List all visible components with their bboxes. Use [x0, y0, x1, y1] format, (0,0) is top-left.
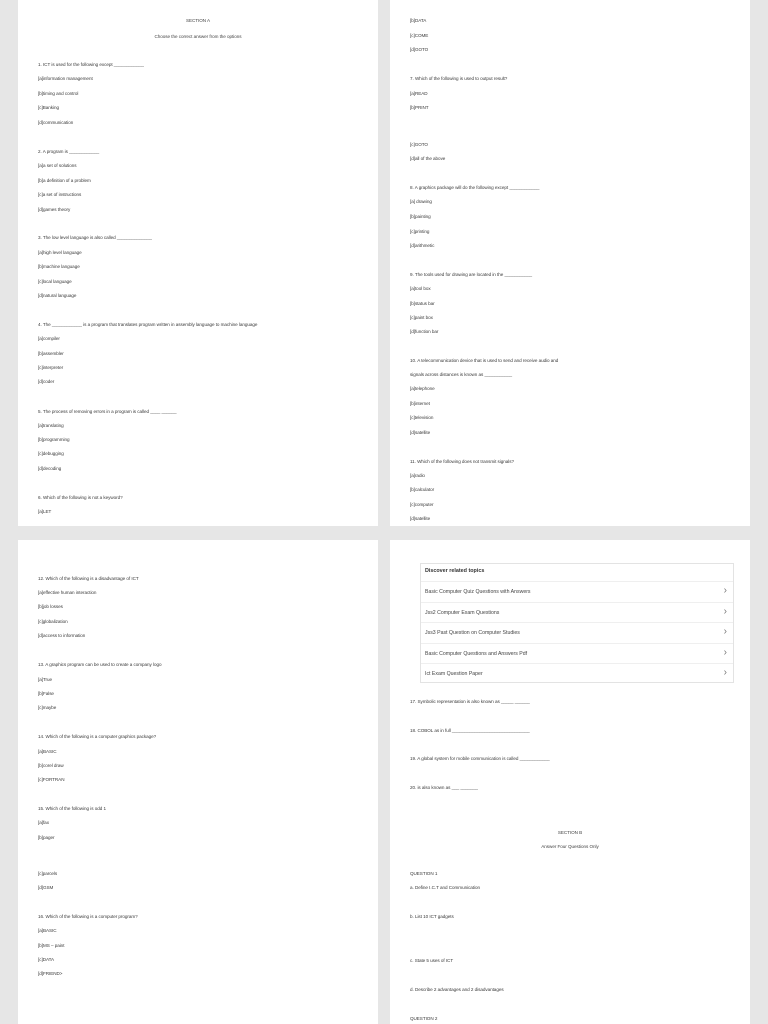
related-topics-title: Discover related topics — [425, 568, 485, 574]
related-topic-link[interactable] — [421, 643, 733, 663]
related-topic-link[interactable] — [421, 622, 733, 642]
document-text-line: [b]a definition of a problem — [38, 178, 91, 183]
document-text-line: [d]FRIEND> — [38, 971, 63, 976]
document-text-line: [d]games theory — [38, 207, 71, 212]
document-text-line: [d]satellite — [410, 516, 431, 521]
document-text-line: a. Define I.C.T and Communication — [410, 885, 481, 890]
document-text-line: [a]LET — [38, 509, 52, 514]
document-text-line: [c]DATA — [38, 957, 55, 962]
document-page-1 — [18, 0, 378, 526]
document-text-line: 14. Which of the following is a computer graphics package? — [38, 734, 157, 739]
document-text-line: [c]computer — [410, 502, 434, 507]
document-text-line: [a]high level language — [38, 250, 82, 255]
chevron-right-icon: › — [723, 585, 727, 596]
document-text-line: [c]printing — [410, 229, 430, 234]
related-topic-label: Basic Computer Questions and Answers Pdf — [425, 650, 528, 657]
document-page-2 — [390, 0, 750, 526]
document-text-line: [c]interpreter — [38, 365, 64, 370]
document-text-line: 15. Which of the following is odd 1 — [38, 806, 106, 811]
document-text-line: 9. The tools used for drawing are located in the ___________ — [410, 272, 533, 277]
section-b-heading: SECTION B — [557, 830, 583, 835]
document-text-line: [b]painting — [410, 214, 431, 219]
document-text-line: [d]access to information — [38, 633, 86, 638]
related-topic-label: Jss2 Computer Exam Questions — [425, 609, 500, 616]
related-topic-label: Basic Computer Quiz Questions with Answers — [425, 589, 531, 595]
document-text-line: 7. Which of the following is used to output result? — [410, 76, 508, 81]
document-text-line: 19. A global system for mobile communication is called ____________ — [410, 756, 550, 761]
document-text-line: [a]tool box — [410, 286, 431, 291]
document-text-line: [b]status bar — [410, 301, 435, 306]
document-text-line: [b]MS – paint — [38, 943, 65, 948]
document-text-line: c. State 5 uses of ICT — [410, 958, 454, 963]
document-text-line: [a]information management — [38, 76, 93, 81]
document-text-line: [c]local language — [38, 279, 72, 284]
document-text-line: [b]programming — [38, 437, 70, 442]
document-text-line: [d]GSM — [38, 885, 54, 890]
document-text-line: [a]effective human interaction — [38, 590, 97, 595]
document-text-line: 1. ICT is used for the following except ____________ — [38, 62, 144, 67]
document-text-line: [b]DATA — [410, 18, 427, 23]
document-text-line: [b]timing and control — [38, 91, 79, 96]
document-text-line: [c]Banking — [38, 105, 59, 110]
related-topic-link[interactable] — [421, 663, 733, 683]
document-text-line: [d]communication — [38, 120, 74, 125]
document-text-line: [c]FORTRAN — [38, 777, 65, 782]
document-text-line: [b]PRINT — [410, 105, 429, 110]
document-text-line: 10. A telecommunication device that is used to send and receive audio and — [410, 358, 559, 363]
document-text-line: [a]BASIC — [38, 749, 57, 754]
document-text-line: 16. Which of the following is a computer program? — [38, 914, 138, 919]
document-text-line: [d]satellite — [410, 430, 431, 435]
related-topic-link[interactable] — [421, 581, 733, 601]
document-text-line: [d]function bar — [410, 329, 439, 334]
related-topics-panel — [420, 563, 734, 683]
document-text-line: 8. A graphics package will do the following except ____________ — [410, 185, 540, 190]
document-text-line: 2. A program is ____________ — [38, 149, 100, 154]
related-topic-label: Ict Exam Question Paper — [425, 671, 483, 677]
document-text-line: [a]True — [38, 677, 53, 682]
document-text-line: b. List 10 ICT gadgets — [410, 914, 454, 919]
document-text-line: [c]maybe — [38, 705, 57, 710]
document-text-line: [d]decoding — [38, 466, 62, 471]
document-text-line: d. Describe 2 advantages and 2 disadvantages — [410, 987, 504, 992]
document-text-line: 3. The low level language is also called ______________ — [38, 235, 152, 240]
document-text-line: 4. The ____________ is a program that translates program written in assembly language to machine language — [38, 322, 258, 327]
document-text-line: 18. COBOL as in full _______________________________ — [410, 728, 530, 733]
document-text-line: signals across distances is known as ___________ — [410, 372, 513, 377]
document-text-line: 11. Which of the following does not transmit signals? — [410, 459, 514, 464]
document-text-line: [c]globalization — [38, 619, 68, 624]
document-text-line: [c]parcels — [38, 871, 58, 876]
document-page-3 — [18, 540, 378, 1024]
document-text-line: [a]compiler — [38, 336, 60, 341]
document-text-line: [b]False — [38, 691, 54, 696]
document-text-line: QUESTION 1 — [410, 871, 438, 876]
document-text-line: [b]corel draw — [38, 763, 64, 768]
document-text-line: [c]television — [410, 415, 434, 420]
document-text-line: [d]natural language — [38, 293, 77, 298]
document-text-line: [a]radio — [410, 473, 425, 478]
document-text-line: [d]coder — [38, 379, 55, 384]
document-text-line: [c]COME — [410, 33, 429, 38]
section-a-heading: SECTION A — [185, 18, 211, 23]
document-text-line: [a]READ — [410, 91, 428, 96]
document-text-line: QUESTION 2 — [410, 1016, 438, 1021]
document-text-line: [a]BASIC — [38, 928, 57, 933]
document-text-line: [c]GOTO — [410, 142, 428, 147]
related-topic-link[interactable] — [421, 602, 733, 622]
document-text-line: [c]debugging — [38, 451, 64, 456]
document-text-line: 6. Which of the following is not a keyword? — [38, 495, 123, 500]
document-text-line: [a]fax — [38, 820, 49, 825]
document-text-line: 20. is also known as ___ _______ — [410, 785, 478, 790]
chevron-right-icon: › — [723, 646, 727, 658]
document-text-line: [b]job losses — [38, 604, 63, 609]
document-text-line: [b]assembler — [38, 351, 64, 356]
document-text-line: [c]a set of instructions — [38, 192, 82, 197]
document-text-line: [a]translating — [38, 423, 64, 428]
document-text-line: 12. Which of the following is a disadvantage of ICT — [38, 576, 139, 581]
chevron-right-icon: › — [723, 667, 727, 678]
related-topic-label: Jss3 Past Question on Computer Studies — [425, 630, 520, 636]
chevron-right-icon: › — [723, 626, 727, 637]
document-text-line: 17. Symbolic representation is also known as _____ ______ — [410, 699, 530, 704]
document-text-line: [d]arithmetic — [410, 243, 435, 248]
document-text-line: [a]telephone — [410, 386, 435, 391]
document-text-line: [b]machine language — [38, 264, 80, 269]
document-text-line: [d]GOTO — [410, 47, 429, 52]
document-text-line: 5. The process of removing errors in a program is called ____ ______ — [38, 409, 177, 414]
document-text-line: [a]a set of solutions — [38, 163, 77, 168]
document-text-line: [d]all of the above — [410, 156, 446, 161]
document-text-line: [a] drawing — [410, 199, 432, 204]
chevron-right-icon: › — [723, 605, 727, 617]
document-text-line: [c]paint box — [410, 315, 433, 320]
document-text-line: [b]pager — [38, 835, 55, 840]
section-b-instruction: Answer Four Questions Only — [541, 844, 599, 849]
document-text-line: [b]internet — [410, 401, 430, 406]
section-a-instruction: Choose the correct answer from the options — [154, 34, 242, 39]
document-text-line: [b]calculator — [410, 487, 435, 492]
document-text-line: 13. A graphics program can be used to create a company logo — [38, 662, 162, 667]
